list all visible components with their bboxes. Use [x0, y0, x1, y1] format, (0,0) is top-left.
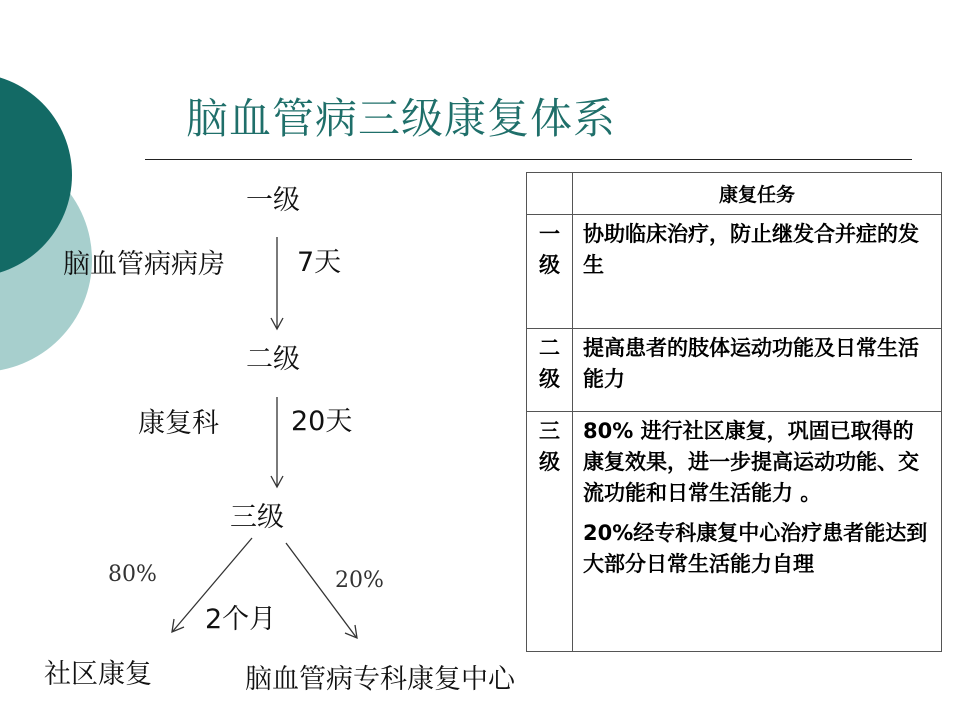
community-rehab-label: 社区康复: [44, 659, 152, 690]
task-text: 协助临床治疗，防止继发合并症的发生: [583, 222, 919, 277]
slide-title: 脑血管病三级康复体系: [186, 94, 617, 143]
stroke-ward-label: 脑血管病病房: [63, 249, 225, 280]
rehab-task-table: [526, 172, 942, 652]
rehab-dept-label: 康复科: [138, 408, 219, 439]
table-header-row: [527, 173, 942, 215]
task-text: 80% 进行社区康复，巩固已取得的康复效果，进一步提高运动功能、交流功能和日常生活能力 。: [583, 419, 919, 505]
duration-2-months: 2个月: [205, 604, 277, 635]
duration-20-days: 20天: [291, 406, 353, 437]
table-row: [527, 215, 942, 329]
table-row: [527, 329, 942, 412]
level-char: 一: [539, 222, 560, 246]
level-two-label: 二级: [246, 344, 300, 375]
task-text: 20%经专科康复中心治疗患者能达到大部分日常生活能力自理: [583, 521, 928, 576]
specialist-center-label: 脑血管病专科康复中心: [245, 664, 515, 695]
level-cell: [527, 329, 573, 412]
header-corner-cell: [527, 173, 573, 215]
level-cell: [527, 215, 573, 329]
arrow-to-community: [173, 538, 252, 631]
table-row: [527, 412, 942, 652]
task-cell: [573, 412, 942, 652]
task-cell: [573, 329, 942, 412]
level-cell: [527, 412, 573, 652]
pct-community: 80%: [108, 562, 157, 587]
duration-7-days: 7天: [297, 247, 342, 278]
level-char: 级: [539, 253, 560, 277]
level-char: 三: [539, 419, 560, 443]
arrow-to-specialist: [286, 543, 356, 637]
task-text: 提高患者的肢体运动功能及日常生活能力: [583, 336, 919, 391]
task-cell: [573, 215, 942, 329]
pct-specialist: 20%: [335, 568, 384, 593]
header-rehab-tasks: 康复任务: [573, 173, 942, 215]
level-char: 二: [539, 336, 560, 360]
level-char: 级: [539, 367, 560, 391]
level-three-label: 三级: [230, 502, 284, 533]
level-char: 级: [539, 450, 560, 474]
level-one-label: 一级: [246, 185, 300, 216]
